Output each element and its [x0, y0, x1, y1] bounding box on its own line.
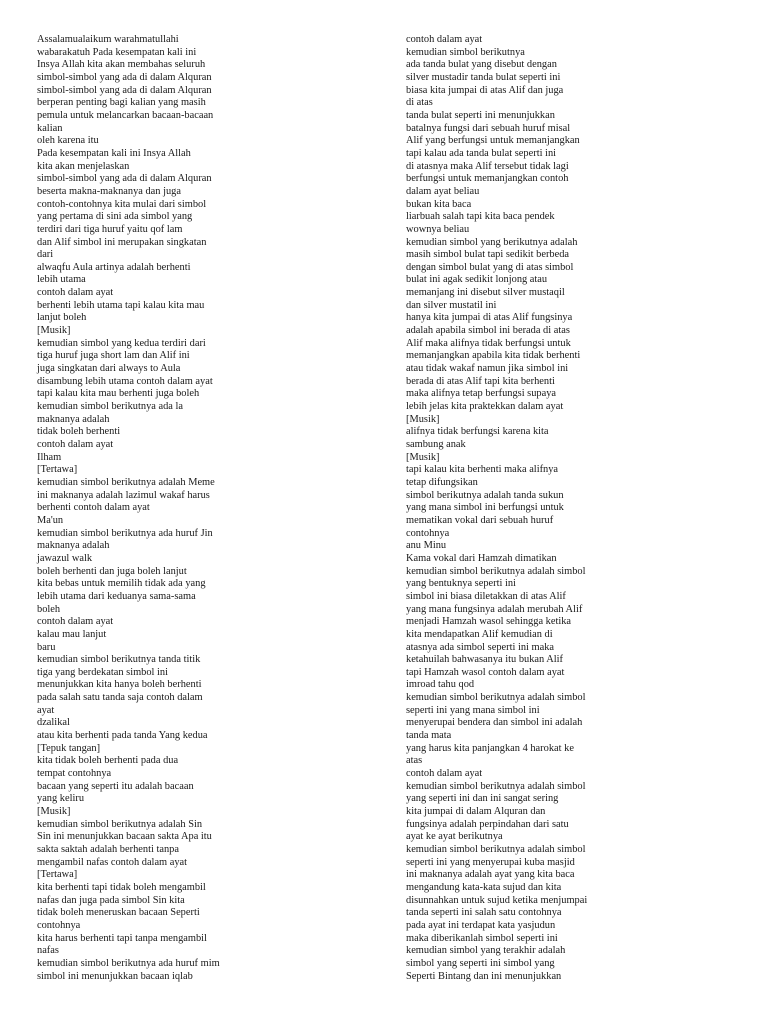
text-line: contoh dalam ayat — [37, 287, 114, 299]
text-line: ayat — [37, 704, 55, 716]
text-line: memanjang ini disebut silver mustaqil — [406, 287, 565, 299]
text-line: contoh dalam ayat — [37, 439, 114, 450]
text-line: [Musik] — [37, 325, 71, 337]
text-line: imroad tahu qod — [406, 679, 475, 691]
text-line: kita tidak boleh berhenti pada dua — [37, 755, 179, 767]
text-line: wownya beliau — [406, 223, 470, 235]
text-line: menyerupai bendera dan simbol ini adalah — [406, 717, 583, 729]
text-line: [Tertawa] — [37, 869, 78, 881]
text-line: Seperti Bintang dan ini menunjukkan — [406, 970, 562, 982]
text-line: Alif yang berfungsi untuk memanjangkan — [406, 135, 580, 147]
text-line: maknanya adalah — [37, 413, 110, 425]
text-line: mematikan vokal dari sebuah huruf — [406, 514, 554, 526]
right-text-column — [406, 34, 612, 983]
text-line: wabarakatuh Pada kesempatan kali ini — [37, 46, 197, 58]
text-line: tapi kalau ada tanda bulat seperti ini — [406, 147, 557, 159]
text-line: sakta saktah adalah berhenti tanpa — [37, 844, 179, 855]
text-line: contoh-contohnya kita mulai dari simbol — [37, 198, 207, 210]
text-line: tetap difungsikan — [406, 476, 478, 488]
text-line: hanya kita jumpai di atas Alif fungsinya — [406, 312, 573, 324]
text-line: simbol-simbol yang ada di dalam Alquran — [37, 84, 212, 96]
text-line: yang harus kita panjangkan 4 harokat ke — [406, 742, 574, 754]
text-line: contoh dalam ayat — [406, 768, 483, 780]
text-line: seperti ini yang mana simbol ini — [406, 704, 540, 716]
text-line: disambung lebih utama contoh dalam ayat — [37, 375, 213, 387]
text-line: bacaan yang seperti itu adalah bacaan — [37, 780, 194, 792]
text-line: menjadi Hamzah wasol sehingga ketika — [406, 616, 572, 628]
text-line: masih simbol bulat tapi sedikit berbeda — [406, 249, 570, 261]
text-line: Ilham — [37, 451, 62, 463]
text-line: berada di atas Alif tapi kita berhenti — [406, 375, 555, 387]
text-line: ketahuilah bahwasanya itu bukan Alif — [406, 654, 563, 666]
text-line: mengambil nafas contoh dalam ayat — [37, 856, 188, 868]
text-line: nafas — [37, 945, 59, 957]
text-line: ini maknanya adalah lazimul wakaf harus — [37, 489, 210, 501]
text-line: [Musik] — [406, 413, 440, 425]
text-line: tanda bulat seperti ini menunjukkan — [406, 109, 555, 121]
text-line: Kama vokal dari Hamzah dimatikan — [406, 552, 557, 564]
text-line: kita akan menjelaskan — [37, 160, 130, 172]
text-line: tempat contohnya — [37, 768, 112, 780]
text-line: tanda mata — [406, 730, 452, 742]
text-line: tiga yang berdekatan simbol ini — [37, 666, 169, 678]
text-line: kita harus berhenti tapi tanpa mengambil — [37, 932, 207, 944]
text-line: menunjukkan kita hanya boleh berhenti — [37, 679, 202, 691]
text-line: Sin ini menunjukkan bacaan sakta Apa itu — [37, 831, 212, 843]
text-line: bukan kita baca — [406, 198, 472, 210]
text-line: berhenti lebih utama tapi kalau kita mau — [37, 299, 205, 311]
text-line: maka alifnya tetap berfungsi supaya — [406, 388, 557, 400]
text-line: kemudian simbol berikutnya ada la — [37, 401, 184, 413]
text-line: tidak boleh berhenti — [37, 426, 121, 438]
text-line: silver mustadir tanda bulat seperti ini — [406, 71, 561, 83]
text-line: kemudian simbol berikutnya adalah simbol — [406, 844, 586, 855]
text-line: contoh dalam ayat — [406, 34, 483, 45]
text-line: pemula untuk melancarkan bacaan-bacaan — [37, 109, 214, 121]
text-line: dalam ayat beliau — [406, 185, 480, 197]
text-line: sambung anak — [406, 439, 466, 450]
text-line: ayat ke ayat berikutnya — [406, 831, 503, 843]
text-line: kemudian simbol berikutnya adalah Sin — [37, 818, 203, 830]
text-line: alifnya tidak berfungsi karena kita — [406, 426, 549, 438]
text-line: atasnya ada simbol seperti ini maka — [406, 641, 555, 653]
text-line: yang mana fungsinya adalah merubah Alif — [406, 603, 583, 615]
text-line: dan silver mustatil ini — [406, 299, 497, 311]
text-line: Ma'un — [37, 514, 64, 526]
text-line: simbol ini menunjukkan bacaan iqlab — [37, 970, 193, 982]
text-line: tanda seperti ini salah satu contohnya — [406, 907, 562, 919]
text-line: kemudian simbol berikutnya ada huruf Jin — [37, 527, 213, 539]
text-line: dengan simbol bulat yang di atas simbol — [406, 261, 574, 273]
text-line: kemudian simbol berikutnya adalah simbol — [406, 565, 586, 577]
text-line: baru — [37, 641, 56, 653]
text-line: disunnahkan untuk sujud ketika menjumpai — [406, 894, 588, 906]
text-line: mengandung kata-kata sujud dan kita — [406, 881, 562, 893]
text-line: boleh berhenti dan juga boleh lanjut — [37, 565, 187, 577]
text-line: yang pertama di sini ada simbol yang — [37, 211, 193, 223]
text-line: atau tidak wakaf namun jika simbol ini — [406, 363, 569, 375]
text-line: alwaqfu Aula artinya adalah berhenti — [37, 261, 191, 273]
text-line: simbol-simbol yang ada di dalam Alquran — [37, 71, 212, 83]
text-line: contoh dalam ayat — [37, 616, 114, 628]
text-line: [Tertawa] — [37, 464, 78, 476]
text-line: terdiri dari tiga huruf yaitu qof lam — [37, 223, 183, 235]
text-line: simbol-simbol yang ada di dalam Alquran — [37, 173, 212, 185]
text-line: atau kita berhenti pada tanda Yang kedua — [37, 730, 208, 742]
text-line: oleh karena itu — [37, 135, 99, 147]
text-line: Assalamualaikum warahmatullahi — [37, 34, 179, 45]
text-line: atas — [406, 755, 423, 767]
text-line: kemudian simbol yang terakhir adalah — [406, 945, 566, 957]
text-line: kita berhenti tapi tidak boleh mengambil — [37, 881, 206, 893]
text-line: dari — [37, 249, 54, 261]
text-line: simbol ini biasa diletakkan di atas Alif — [406, 590, 566, 602]
text-line: kemudian simbol berikutnya adalah Meme — [37, 476, 215, 488]
text-line: kemudian simbol berikutnya tanda titik — [37, 654, 201, 666]
text-line: boleh — [37, 603, 61, 615]
text-line: ini maknanya adalah ayat yang kita baca — [406, 869, 575, 881]
left-text-column — [37, 34, 259, 983]
text-line: ada tanda bulat yang disebut dengan — [406, 59, 557, 71]
text-line: kalian — [37, 122, 63, 134]
text-line: Alif maka alifnya tidak berfungsi untuk — [406, 337, 571, 349]
text-line: nafas dan juga pada simbol Sin kita — [37, 894, 185, 906]
text-line: di atasnya maka Alif tersebut tidak lagi — [406, 160, 569, 172]
text-line: [Musik] — [37, 806, 71, 818]
text-line: tapi Hamzah wasol contoh dalam ayat — [406, 666, 565, 678]
text-line: kemudian simbol berikutnya adalah simbol — [406, 692, 586, 704]
text-line: maka diberikanlah simbol seperti ini — [406, 932, 558, 944]
text-line: lebih utama dari keduanya sama-sama — [37, 590, 196, 602]
text-line: berfungsi untuk memanjangkan contoh — [406, 173, 569, 185]
text-line: kemudian simbol yang kedua terdiri dari — [37, 337, 206, 349]
text-line: simbol yang seperti ini simbol yang — [406, 957, 555, 969]
text-line: pada salah satu tanda saja contoh dalam — [37, 692, 203, 704]
text-line: kemudian simbol berikutnya — [406, 46, 525, 58]
text-line: kita mendapatkan Alif kemudian di — [406, 628, 553, 640]
text-line: fungsinya adalah perpindahan dari satu — [406, 818, 569, 830]
text-line: seperti ini yang menyerupai kuba masjid — [406, 856, 575, 868]
text-line: tapi kalau kita mau berhenti juga boleh — [37, 388, 200, 400]
text-line: biasa kita jumpai di atas Alif dan juga — [406, 84, 564, 96]
text-line: tapi kalau kita berhenti maka alifnya — [406, 464, 559, 476]
text-line: dan Alif simbol ini merupakan singkatan — [37, 236, 207, 248]
text-line: bulat ini agak sedikit lonjong atau — [406, 274, 548, 286]
text-line: kemudian simbol berikutnya adalah simbol — [406, 780, 586, 792]
text-line: [Musik] — [406, 451, 440, 463]
text-line: kemudian simbol yang berikutnya adalah — [406, 236, 578, 248]
text-line: kita bebas untuk memilih tidak ada yang — [37, 578, 206, 590]
text-line: Insya Allah kita akan membahas seluruh — [37, 59, 206, 71]
text-line: tidak boleh meneruskan bacaan Seperti — [37, 907, 200, 919]
text-line: lanjut boleh — [37, 312, 87, 324]
text-line: yang mana simbol ini berfungsi untuk — [406, 502, 564, 514]
text-line: kemudian simbol berikutnya ada huruf mim — [37, 957, 220, 969]
text-line: lebih utama — [37, 274, 86, 286]
text-line: contohnya — [406, 527, 450, 539]
text-line: memanjangkan apabila kita tidak berhenti — [406, 350, 581, 362]
text-line: yang seperti ini dan ini sangat sering — [406, 793, 559, 805]
text-line: maknanya adalah — [37, 540, 110, 552]
text-line: simbol berikutnya adalah tanda sukun — [406, 489, 564, 501]
text-line: dzalikal — [37, 717, 70, 729]
text-line: beserta makna-maknanya dan juga — [37, 185, 181, 197]
text-line: juga singkatan dari always to Aula — [37, 363, 181, 375]
text-line: contohnya — [37, 919, 81, 931]
text-line: lebih jelas kita praktekkan dalam ayat — [406, 401, 564, 413]
text-line: pada ayat ini terdapat kata yasjudun — [406, 919, 556, 931]
text-line: anu Minu — [406, 540, 447, 552]
text-line: kalau mau lanjut — [37, 628, 107, 640]
text-line: batalnya fungsi dari sebuah huruf misal — [406, 122, 571, 134]
text-line: berhenti contoh dalam ayat — [37, 502, 150, 514]
text-line: yang keliru — [37, 793, 85, 805]
text-line: Pada kesempatan kali ini Insya Allah — [37, 147, 191, 159]
text-line: tiga huruf juga short lam dan Alif ini — [37, 350, 190, 362]
text-line: berperan penting bagi kalian yang masih — [37, 97, 206, 109]
text-line: di atas — [406, 97, 433, 109]
text-line: jawazul walk — [37, 552, 93, 564]
text-line: adalah apabila simbol ini berada di atas — [406, 325, 570, 337]
text-line: [Tepuk tangan] — [37, 742, 101, 754]
text-line: yang bentuknya seperti ini — [406, 578, 516, 590]
text-line: liarbuah salah tapi kita baca pendek — [406, 211, 555, 223]
text-line: kita jumpai di dalam Alquran dan — [406, 806, 546, 818]
